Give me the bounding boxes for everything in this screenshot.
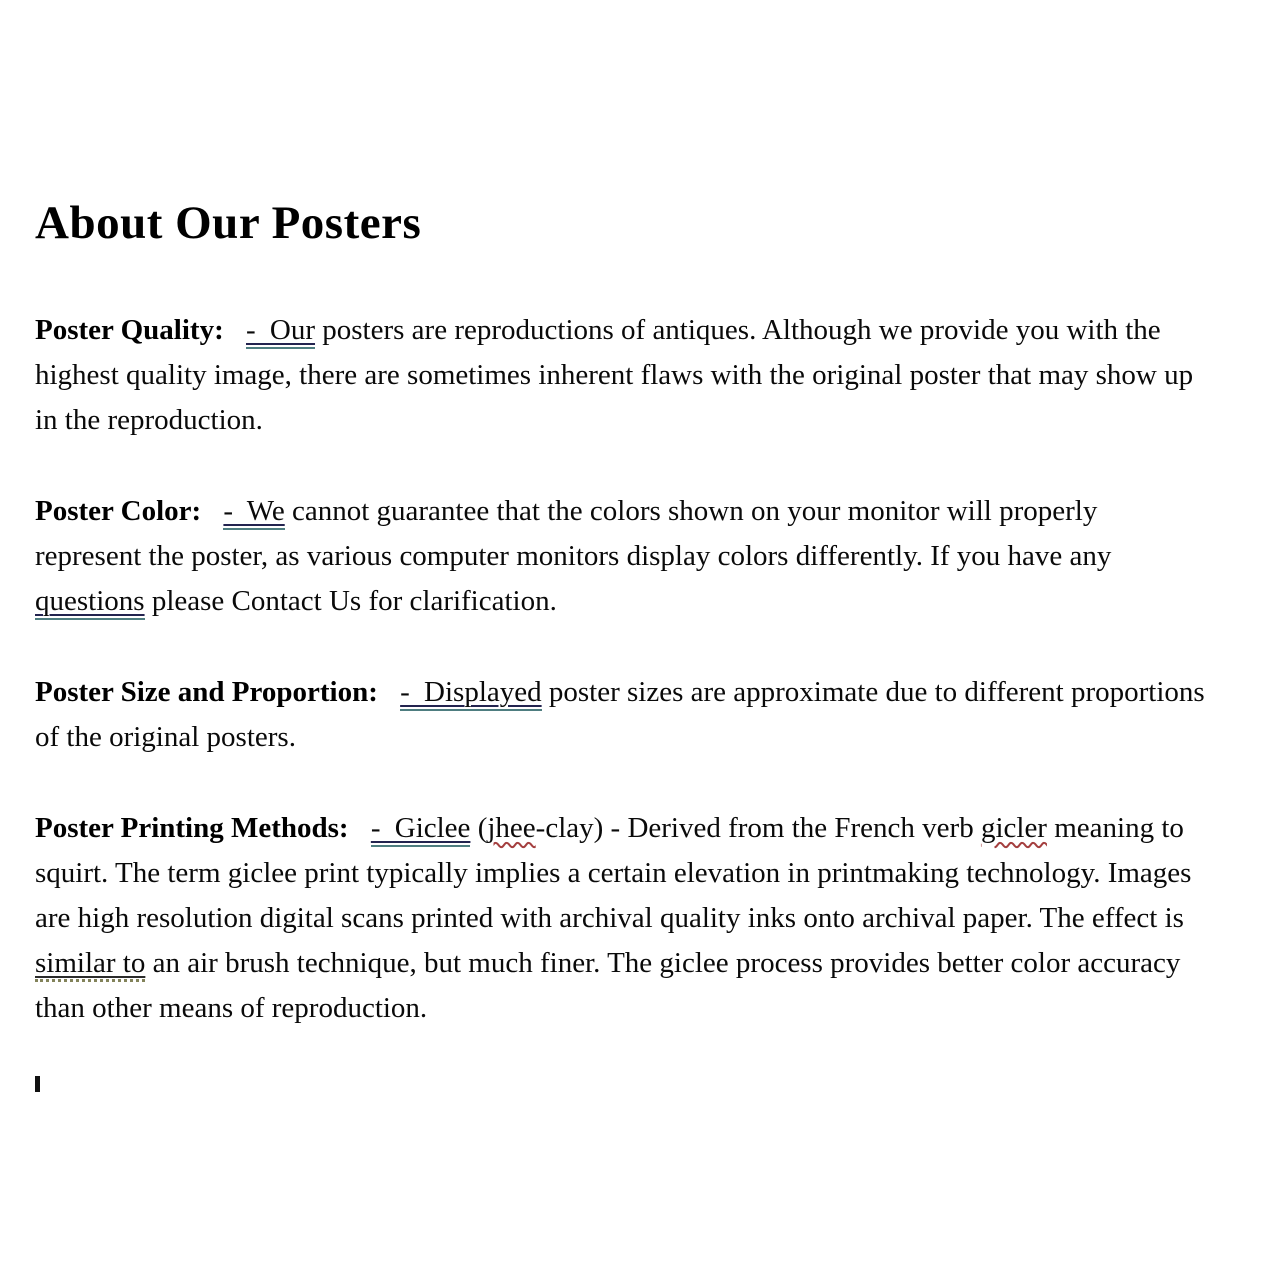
- misspelled-word-jhee: jhee: [487, 811, 536, 844]
- poster-quality-text: posters are reproductions of antiques. Although we provide you with the highest quality image, there are sometimes inherent flaws with the original poster that may show up in the reproduction.: [35, 313, 1194, 436]
- printing-text-a: (: [470, 811, 488, 844]
- grammar-underlined-phrase: similar to: [35, 947, 145, 982]
- paragraph-poster-quality: [35, 308, 1207, 443]
- questions-link[interactable]: questions: [35, 585, 145, 620]
- printing-text-b: -clay) - Derived from the French verb: [535, 811, 981, 844]
- printing-text-d: an air brush technique, but much finer. The giclee process provides better color accuracy than other means of reproduction.: [35, 946, 1181, 1024]
- printing-text-c: meaning to squirt. The term giclee print typically implies a certain elevation in printmaking technology. Images are high resolution digital scans printed with archival quality inks onto archival paper. The effect is: [35, 811, 1192, 934]
- misspelled-word-gicler: gicler: [980, 811, 1047, 844]
- section-heading-poster-quality: Poster Quality:: [35, 313, 224, 346]
- poster-color-text-mid: cannot guarantee that the colors shown on your monitor will properly represent the poster, as various computer monitors display colors differently. If you have any: [35, 494, 1112, 572]
- paragraph-poster-printing: [35, 806, 1207, 1031]
- section-heading-poster-size: Poster Size and Proportion:: [35, 675, 378, 708]
- section-heading-poster-color: Poster Color:: [35, 494, 202, 527]
- paragraph-poster-size: [35, 670, 1207, 760]
- poster-size-text: poster sizes are approximate due to different proportions of the original posters.: [35, 675, 1205, 753]
- poster-quality-link[interactable]: - Our: [246, 314, 315, 349]
- poster-color-link[interactable]: - We: [223, 495, 284, 530]
- section-heading-poster-printing: Poster Printing Methods:: [35, 811, 349, 844]
- paragraph-poster-color: [35, 489, 1207, 624]
- giclee-link[interactable]: - Giclee: [371, 812, 471, 847]
- stray-cursor-mark: [35, 1076, 40, 1092]
- poster-color-text-after: please Contact Us for clarification.: [144, 584, 557, 617]
- poster-size-link[interactable]: - Displayed: [400, 676, 542, 711]
- page-title: About Our Posters: [35, 197, 422, 249]
